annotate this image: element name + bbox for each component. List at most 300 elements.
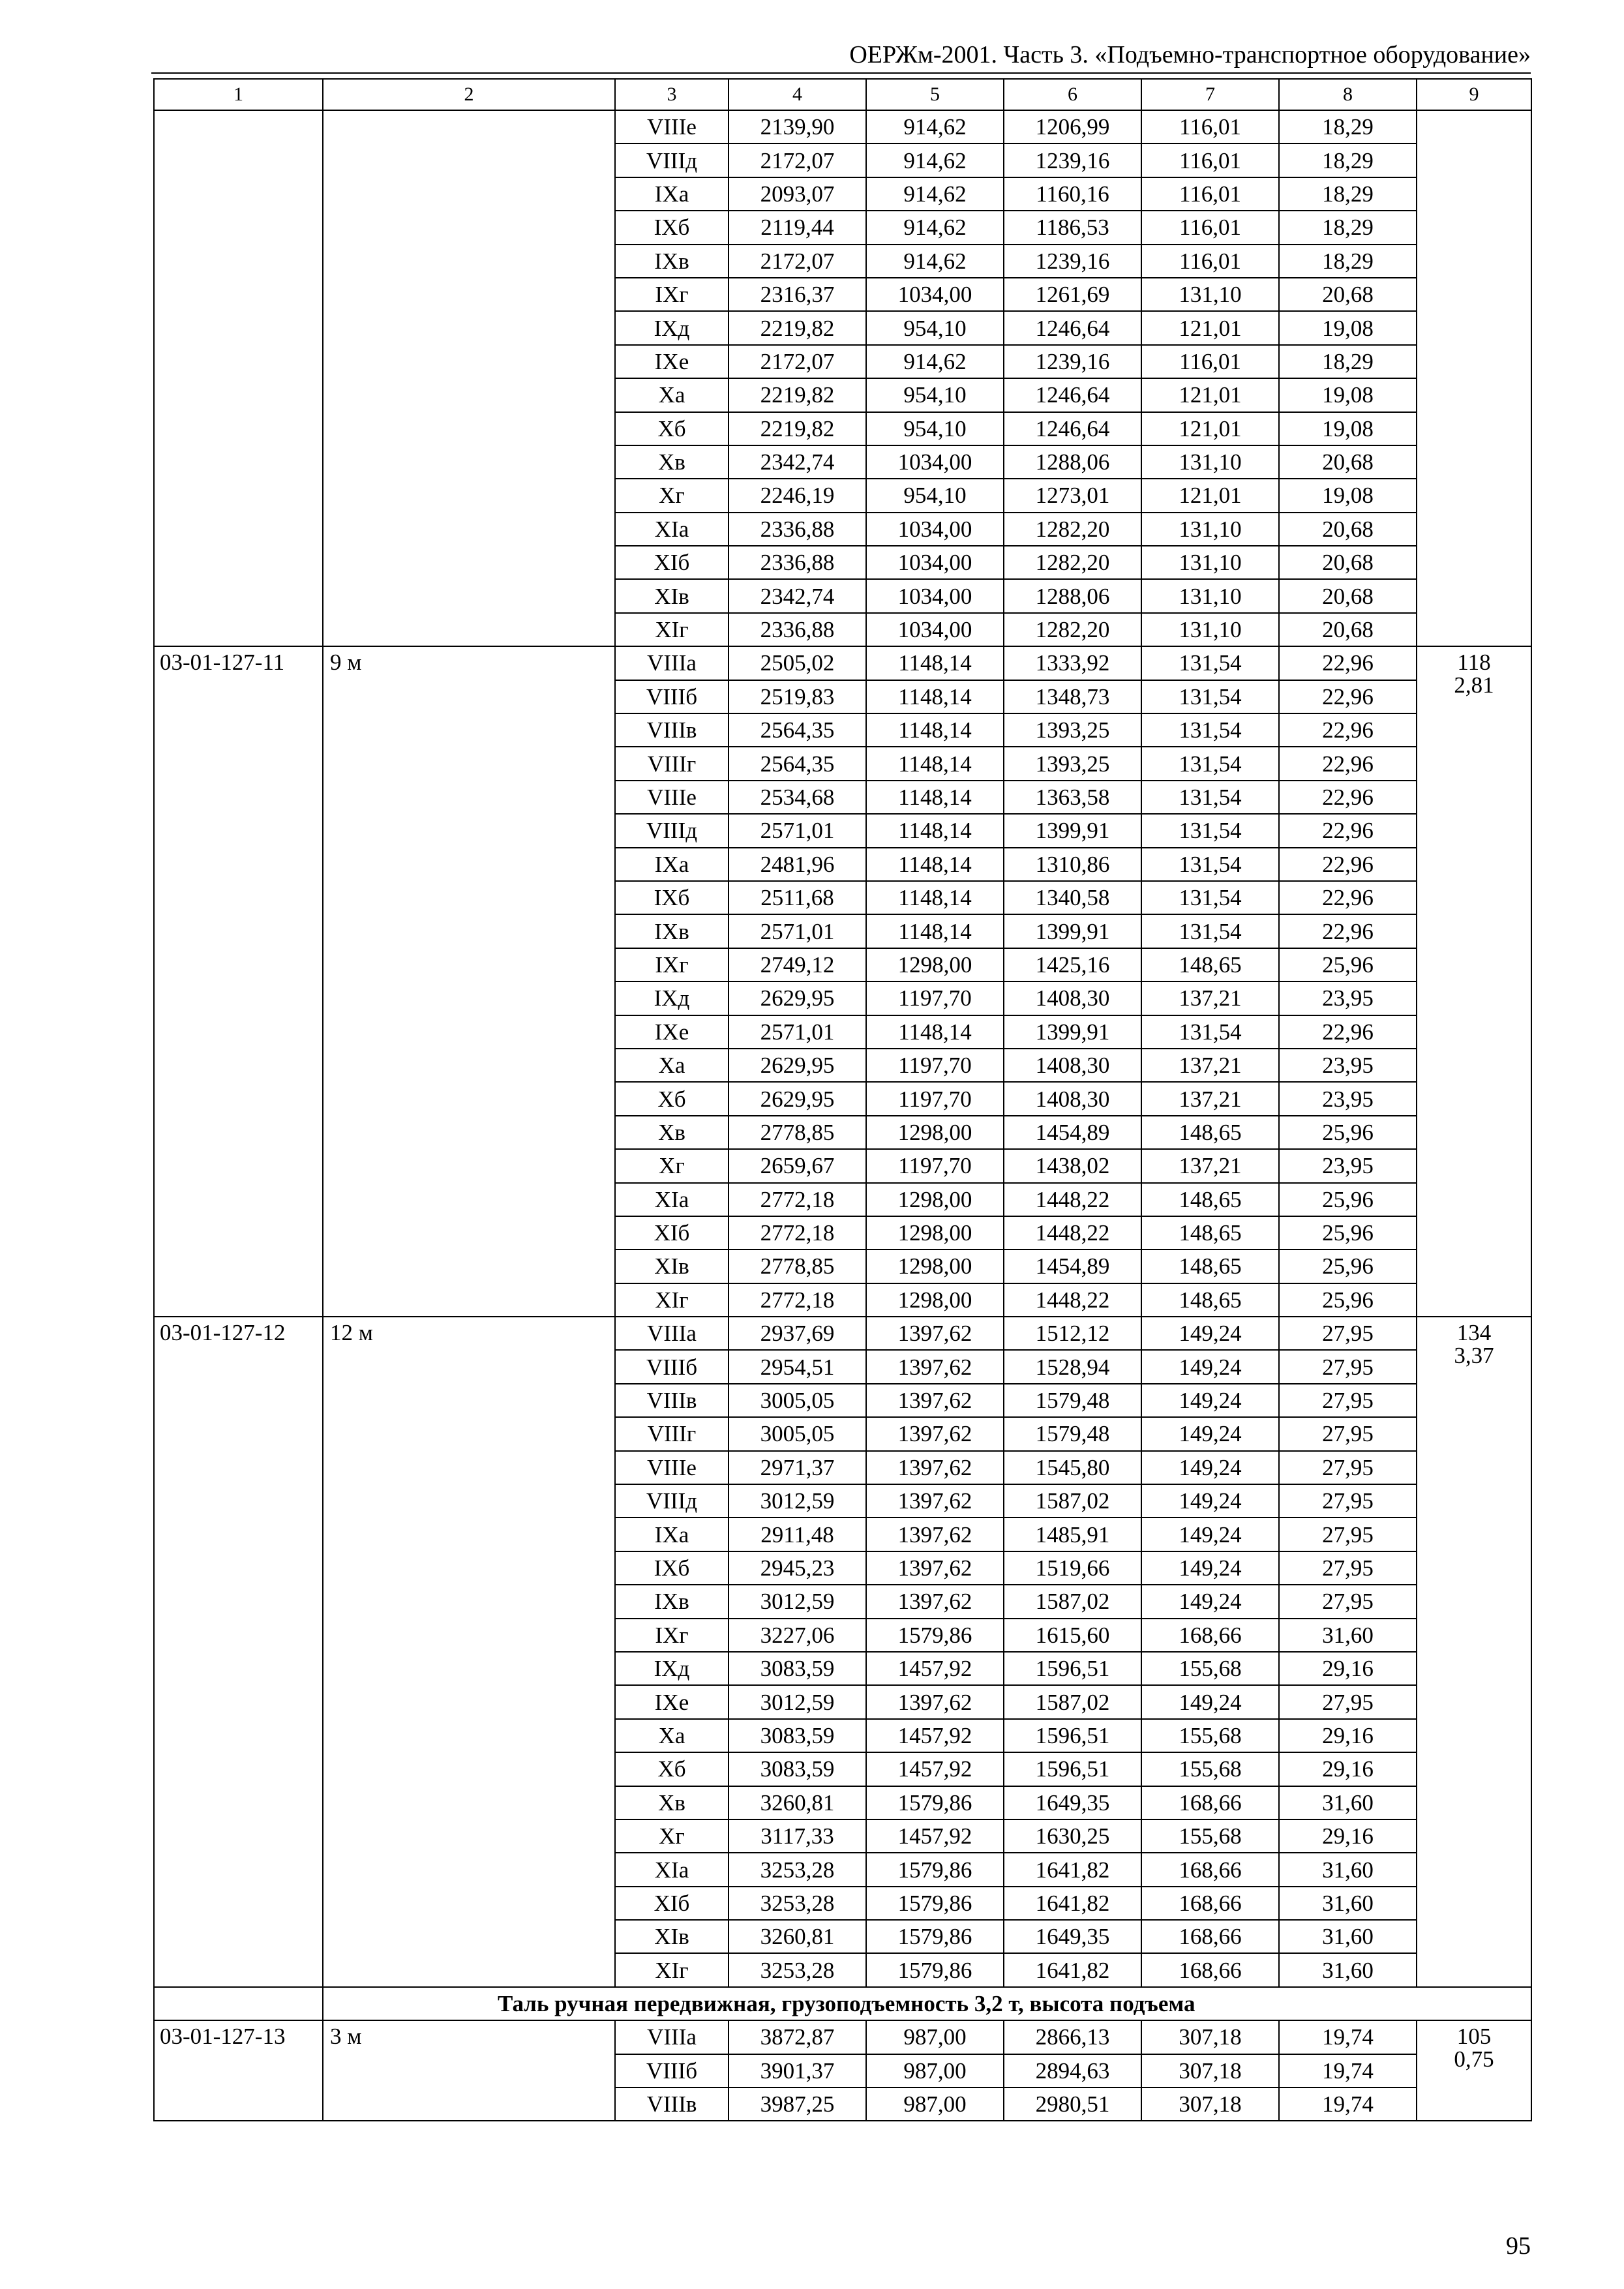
category-cell: IXг bbox=[615, 1619, 729, 1652]
value-cell: 1363,58 bbox=[1004, 781, 1141, 814]
value-cell: 3117,33 bbox=[729, 1819, 866, 1853]
value-cell: 2219,82 bbox=[729, 311, 866, 344]
value-cell: 25,96 bbox=[1279, 1183, 1417, 1216]
value-cell: 1197,70 bbox=[866, 1082, 1004, 1115]
value-cell: 3005,05 bbox=[729, 1384, 866, 1417]
category-cell: XIб bbox=[615, 1216, 729, 1249]
value-cell: 1485,91 bbox=[1004, 1518, 1141, 1551]
value-cell: 1579,86 bbox=[866, 1887, 1004, 1920]
value-cell: 20,68 bbox=[1279, 513, 1417, 546]
value-cell: 155,68 bbox=[1141, 1652, 1279, 1685]
value-cell: 27,95 bbox=[1279, 1451, 1417, 1484]
category-cell: VIIIе bbox=[615, 1451, 729, 1484]
value-cell: 27,95 bbox=[1279, 1350, 1417, 1383]
value-cell: 1246,64 bbox=[1004, 378, 1141, 411]
value-cell: 2336,88 bbox=[729, 546, 866, 579]
value-cell: 116,01 bbox=[1141, 245, 1279, 278]
category-cell: XIа bbox=[615, 1183, 729, 1216]
value-cell: 1340,58 bbox=[1004, 881, 1141, 914]
value-cell: 1261,69 bbox=[1004, 278, 1141, 311]
value-cell: 149,24 bbox=[1141, 1551, 1279, 1585]
value-cell: 2772,18 bbox=[729, 1183, 866, 1216]
value-cell: 148,65 bbox=[1141, 1183, 1279, 1216]
value-cell: 1282,20 bbox=[1004, 613, 1141, 646]
value-cell: 1579,48 bbox=[1004, 1417, 1141, 1450]
value-cell: 987,00 bbox=[866, 2087, 1004, 2121]
category-cell: XIв bbox=[615, 1249, 729, 1283]
value-cell: 23,95 bbox=[1279, 1082, 1417, 1115]
value-cell: 131,54 bbox=[1141, 646, 1279, 680]
value-cell: 18,29 bbox=[1279, 245, 1417, 278]
value-cell: 148,65 bbox=[1141, 1249, 1279, 1283]
value-cell: 3987,25 bbox=[729, 2087, 866, 2121]
value-cell: 1397,62 bbox=[866, 1585, 1004, 1618]
value-cell: 1034,00 bbox=[866, 579, 1004, 612]
value-cell: 3012,59 bbox=[729, 1484, 866, 1518]
category-cell: XIб bbox=[615, 1887, 729, 1920]
value-cell: 1397,62 bbox=[866, 1451, 1004, 1484]
value-cell: 19,74 bbox=[1279, 2054, 1417, 2087]
value-cell: 3901,37 bbox=[729, 2054, 866, 2087]
value-cell: 307,18 bbox=[1141, 2054, 1279, 2087]
value-cell: 19,74 bbox=[1279, 2020, 1417, 2054]
value-cell: 2564,35 bbox=[729, 713, 866, 747]
value-cell: 3083,59 bbox=[729, 1752, 866, 1786]
value-cell: 27,95 bbox=[1279, 1384, 1417, 1417]
value-cell: 25,96 bbox=[1279, 1116, 1417, 1149]
value-cell: 116,01 bbox=[1141, 143, 1279, 177]
value-cell: 131,54 bbox=[1141, 914, 1279, 948]
value-cell: 168,66 bbox=[1141, 1887, 1279, 1920]
value-cell: 18,29 bbox=[1279, 143, 1417, 177]
value-cell: 22,96 bbox=[1279, 881, 1417, 914]
value-cell: 1148,14 bbox=[866, 680, 1004, 713]
value-cell: 1239,16 bbox=[1004, 143, 1141, 177]
extra-value: 134 bbox=[1456, 1320, 1492, 1346]
extra-cell bbox=[1417, 1317, 1531, 1987]
value-cell: 1148,14 bbox=[866, 848, 1004, 881]
value-cell: 18,29 bbox=[1279, 345, 1417, 378]
value-cell: 3253,28 bbox=[729, 1953, 866, 1986]
value-cell: 31,60 bbox=[1279, 1853, 1417, 1886]
category-cell: Xг bbox=[615, 1819, 729, 1853]
value-cell: 149,24 bbox=[1141, 1685, 1279, 1718]
category-cell: Xб bbox=[615, 1752, 729, 1786]
value-cell: 914,62 bbox=[866, 211, 1004, 244]
value-cell: 1186,53 bbox=[1004, 211, 1141, 244]
value-cell: 1246,64 bbox=[1004, 412, 1141, 445]
value-cell: 131,10 bbox=[1141, 546, 1279, 579]
category-cell: IXв bbox=[615, 245, 729, 278]
value-cell: 155,68 bbox=[1141, 1752, 1279, 1786]
table-row bbox=[154, 1317, 1531, 1350]
value-cell: 2629,95 bbox=[729, 981, 866, 1015]
category-cell: VIIIб bbox=[615, 1350, 729, 1383]
value-cell: 2219,82 bbox=[729, 412, 866, 445]
value-cell: 1457,92 bbox=[866, 1719, 1004, 1752]
value-cell: 25,96 bbox=[1279, 1283, 1417, 1317]
value-cell: 3012,59 bbox=[729, 1585, 866, 1618]
column-number: 1 bbox=[154, 79, 323, 110]
value-cell: 2219,82 bbox=[729, 378, 866, 411]
code-cell bbox=[154, 110, 323, 646]
category-cell: IXе bbox=[615, 1685, 729, 1718]
value-cell: 27,95 bbox=[1279, 1685, 1417, 1718]
value-cell: 3083,59 bbox=[729, 1652, 866, 1685]
value-cell: 1397,62 bbox=[866, 1484, 1004, 1518]
value-cell: 137,21 bbox=[1141, 1082, 1279, 1115]
value-cell: 1579,86 bbox=[866, 1619, 1004, 1652]
value-cell: 116,01 bbox=[1141, 177, 1279, 211]
value-cell: 1448,22 bbox=[1004, 1216, 1141, 1249]
table-row bbox=[154, 646, 1531, 680]
value-cell: 149,24 bbox=[1141, 1484, 1279, 1518]
section-title: Таль ручная передвижная, грузоподъемность 3,2 т, высота подъема bbox=[323, 1987, 1531, 2020]
category-cell: VIIIв bbox=[615, 1384, 729, 1417]
value-cell: 25,96 bbox=[1279, 1249, 1417, 1283]
section-code-cell bbox=[154, 1987, 323, 2020]
category-cell: IXе bbox=[615, 345, 729, 378]
value-cell: 27,95 bbox=[1279, 1585, 1417, 1618]
table-row bbox=[154, 110, 1531, 143]
value-cell: 1148,14 bbox=[866, 814, 1004, 847]
value-cell: 1397,62 bbox=[866, 1384, 1004, 1417]
category-cell: IXе bbox=[615, 1015, 729, 1049]
value-cell: 22,96 bbox=[1279, 680, 1417, 713]
value-cell: 1649,35 bbox=[1004, 1786, 1141, 1819]
value-cell: 1393,25 bbox=[1004, 713, 1141, 747]
value-cell: 987,00 bbox=[866, 2020, 1004, 2054]
value-cell: 2772,18 bbox=[729, 1283, 866, 1317]
value-cell: 1630,25 bbox=[1004, 1819, 1141, 1853]
value-cell: 19,08 bbox=[1279, 412, 1417, 445]
value-cell: 121,01 bbox=[1141, 311, 1279, 344]
value-cell: 1239,16 bbox=[1004, 245, 1141, 278]
value-cell: 2336,88 bbox=[729, 613, 866, 646]
value-cell: 20,68 bbox=[1279, 613, 1417, 646]
value-cell: 1457,92 bbox=[866, 1819, 1004, 1853]
value-cell: 131,10 bbox=[1141, 513, 1279, 546]
value-cell: 19,08 bbox=[1279, 479, 1417, 512]
value-cell: 2564,35 bbox=[729, 747, 866, 780]
value-cell: 20,68 bbox=[1279, 278, 1417, 311]
value-cell: 1148,14 bbox=[866, 646, 1004, 680]
category-cell: Xг bbox=[615, 1149, 729, 1182]
value-cell: 116,01 bbox=[1141, 345, 1279, 378]
value-cell: 1519,66 bbox=[1004, 1551, 1141, 1585]
value-cell: 149,24 bbox=[1141, 1451, 1279, 1484]
value-cell: 20,68 bbox=[1279, 579, 1417, 612]
value-cell: 1273,01 bbox=[1004, 479, 1141, 512]
column-number: 4 bbox=[729, 79, 866, 110]
value-cell: 2866,13 bbox=[1004, 2020, 1141, 2054]
value-cell: 1298,00 bbox=[866, 1183, 1004, 1216]
extra-value: 118 bbox=[1457, 650, 1491, 676]
value-cell: 1148,14 bbox=[866, 914, 1004, 948]
value-cell: 2342,74 bbox=[729, 445, 866, 479]
value-cell: 168,66 bbox=[1141, 1786, 1279, 1819]
value-cell: 131,54 bbox=[1141, 848, 1279, 881]
value-cell: 27,95 bbox=[1279, 1417, 1417, 1450]
column-number: 9 bbox=[1417, 79, 1531, 110]
value-cell: 914,62 bbox=[866, 245, 1004, 278]
value-cell: 1457,92 bbox=[866, 1752, 1004, 1786]
value-cell: 1310,86 bbox=[1004, 848, 1141, 881]
value-cell: 3253,28 bbox=[729, 1853, 866, 1886]
value-cell: 3083,59 bbox=[729, 1719, 866, 1752]
category-cell: XIг bbox=[615, 1283, 729, 1317]
value-cell: 1587,02 bbox=[1004, 1685, 1141, 1718]
value-cell: 2937,69 bbox=[729, 1317, 866, 1350]
category-cell: IXа bbox=[615, 177, 729, 211]
value-cell: 131,54 bbox=[1141, 781, 1279, 814]
value-cell: 19,08 bbox=[1279, 378, 1417, 411]
value-cell: 168,66 bbox=[1141, 1619, 1279, 1652]
value-cell: 987,00 bbox=[866, 2054, 1004, 2087]
value-cell: 1288,06 bbox=[1004, 579, 1141, 612]
value-cell: 2481,96 bbox=[729, 848, 866, 881]
value-cell: 1399,91 bbox=[1004, 914, 1141, 948]
value-cell: 2519,83 bbox=[729, 680, 866, 713]
value-cell: 1641,82 bbox=[1004, 1887, 1141, 1920]
column-number: 5 bbox=[866, 79, 1004, 110]
value-cell: 1408,30 bbox=[1004, 1049, 1141, 1082]
value-cell: 31,60 bbox=[1279, 1786, 1417, 1819]
value-cell: 22,96 bbox=[1279, 646, 1417, 680]
column-number: 6 bbox=[1004, 79, 1141, 110]
value-cell: 2571,01 bbox=[729, 1015, 866, 1049]
value-cell: 131,10 bbox=[1141, 613, 1279, 646]
category-cell: XIа bbox=[615, 513, 729, 546]
value-cell: 2971,37 bbox=[729, 1451, 866, 1484]
value-cell: 131,10 bbox=[1141, 278, 1279, 311]
value-cell: 18,29 bbox=[1279, 211, 1417, 244]
value-cell: 22,96 bbox=[1279, 814, 1417, 847]
value-cell: 1454,89 bbox=[1004, 1249, 1141, 1283]
category-cell: VIIIд bbox=[615, 814, 729, 847]
category-cell: VIIIв bbox=[615, 2087, 729, 2121]
value-cell: 22,96 bbox=[1279, 747, 1417, 780]
value-cell: 1397,62 bbox=[866, 1685, 1004, 1718]
value-cell: 22,96 bbox=[1279, 848, 1417, 881]
category-cell: XIг bbox=[615, 1953, 729, 1986]
value-cell: 1641,82 bbox=[1004, 1953, 1141, 1986]
value-cell: 2093,07 bbox=[729, 177, 866, 211]
category-cell: XIб bbox=[615, 546, 729, 579]
value-cell: 2342,74 bbox=[729, 579, 866, 612]
value-cell: 31,60 bbox=[1279, 1920, 1417, 1953]
category-cell: IXв bbox=[615, 1585, 729, 1618]
value-cell: 914,62 bbox=[866, 143, 1004, 177]
value-cell: 22,96 bbox=[1279, 781, 1417, 814]
category-cell: Xб bbox=[615, 412, 729, 445]
value-cell: 914,62 bbox=[866, 177, 1004, 211]
value-cell: 116,01 bbox=[1141, 110, 1279, 143]
value-cell: 131,54 bbox=[1141, 1015, 1279, 1049]
category-cell: Xв bbox=[615, 445, 729, 479]
value-cell: 2511,68 bbox=[729, 881, 866, 914]
value-cell: 2980,51 bbox=[1004, 2087, 1141, 2121]
value-cell: 1579,86 bbox=[866, 1953, 1004, 1986]
value-cell: 155,68 bbox=[1141, 1719, 1279, 1752]
value-cell: 2629,95 bbox=[729, 1049, 866, 1082]
value-cell: 1397,62 bbox=[866, 1518, 1004, 1551]
value-cell: 27,95 bbox=[1279, 1484, 1417, 1518]
value-cell: 27,95 bbox=[1279, 1518, 1417, 1551]
value-cell: 1408,30 bbox=[1004, 1082, 1141, 1115]
value-cell: 19,74 bbox=[1279, 2087, 1417, 2121]
value-cell: 31,60 bbox=[1279, 1619, 1417, 1652]
value-cell: 29,16 bbox=[1279, 1719, 1417, 1752]
value-cell: 1197,70 bbox=[866, 981, 1004, 1015]
value-cell: 2336,88 bbox=[729, 513, 866, 546]
value-cell: 3253,28 bbox=[729, 1887, 866, 1920]
table-row bbox=[154, 2020, 1531, 2054]
category-cell: IXд bbox=[615, 311, 729, 344]
category-cell: IXб bbox=[615, 881, 729, 914]
value-cell: 1579,86 bbox=[866, 1786, 1004, 1819]
value-cell: 1148,14 bbox=[866, 747, 1004, 780]
category-cell: VIIIд bbox=[615, 143, 729, 177]
value-cell: 2778,85 bbox=[729, 1249, 866, 1283]
parameter-cell: 12 м bbox=[323, 1317, 615, 1987]
value-cell: 1282,20 bbox=[1004, 513, 1141, 546]
value-cell: 1399,91 bbox=[1004, 814, 1141, 847]
value-cell: 131,54 bbox=[1141, 747, 1279, 780]
value-cell: 3005,05 bbox=[729, 1417, 866, 1450]
value-cell: 29,16 bbox=[1279, 1819, 1417, 1853]
category-cell: XIг bbox=[615, 613, 729, 646]
value-cell: 3260,81 bbox=[729, 1786, 866, 1819]
value-cell: 2246,19 bbox=[729, 479, 866, 512]
category-cell: VIIIг bbox=[615, 747, 729, 780]
column-number: 3 bbox=[615, 79, 729, 110]
extra-cell bbox=[1417, 110, 1531, 646]
value-cell: 1148,14 bbox=[866, 1015, 1004, 1049]
value-cell: 1333,92 bbox=[1004, 646, 1141, 680]
value-cell: 1545,80 bbox=[1004, 1451, 1141, 1484]
value-cell: 1298,00 bbox=[866, 1283, 1004, 1317]
value-cell: 18,29 bbox=[1279, 177, 1417, 211]
category-cell: Xа bbox=[615, 378, 729, 411]
extra-value: 2,81 bbox=[1454, 672, 1494, 698]
value-cell: 23,95 bbox=[1279, 1149, 1417, 1182]
value-cell: 3872,87 bbox=[729, 2020, 866, 2054]
value-cell: 148,65 bbox=[1141, 1283, 1279, 1317]
category-cell: IXа bbox=[615, 1518, 729, 1551]
category-cell: XIа bbox=[615, 1853, 729, 1886]
value-cell: 1596,51 bbox=[1004, 1719, 1141, 1752]
value-cell: 121,01 bbox=[1141, 479, 1279, 512]
value-cell: 1641,82 bbox=[1004, 1853, 1141, 1886]
value-cell: 149,24 bbox=[1141, 1417, 1279, 1450]
category-cell: Xв bbox=[615, 1786, 729, 1819]
value-cell: 27,95 bbox=[1279, 1551, 1417, 1585]
value-cell: 149,24 bbox=[1141, 1317, 1279, 1350]
value-cell: 116,01 bbox=[1141, 211, 1279, 244]
value-cell: 1298,00 bbox=[866, 1116, 1004, 1149]
category-cell: VIIIа bbox=[615, 2020, 729, 2054]
category-cell: VIIIб bbox=[615, 2054, 729, 2087]
value-cell: 1197,70 bbox=[866, 1149, 1004, 1182]
value-cell: 1615,60 bbox=[1004, 1619, 1141, 1652]
value-cell: 27,95 bbox=[1279, 1317, 1417, 1350]
category-cell: VIIIа bbox=[615, 646, 729, 680]
value-cell: 914,62 bbox=[866, 110, 1004, 143]
value-cell: 1397,62 bbox=[866, 1350, 1004, 1383]
value-cell: 1528,94 bbox=[1004, 1350, 1141, 1383]
value-cell: 1298,00 bbox=[866, 1216, 1004, 1249]
category-cell: XIв bbox=[615, 1920, 729, 1953]
value-cell: 168,66 bbox=[1141, 1953, 1279, 1986]
category-cell: IXг bbox=[615, 948, 729, 981]
value-cell: 131,54 bbox=[1141, 713, 1279, 747]
value-cell: 168,66 bbox=[1141, 1920, 1279, 1953]
value-cell: 954,10 bbox=[866, 311, 1004, 344]
extra-value: 0,75 bbox=[1454, 2046, 1494, 2072]
category-cell: IXд bbox=[615, 981, 729, 1015]
value-cell: 2894,63 bbox=[1004, 2054, 1141, 2087]
value-cell: 137,21 bbox=[1141, 1149, 1279, 1182]
value-cell: 1246,64 bbox=[1004, 311, 1141, 344]
category-cell: Xа bbox=[615, 1049, 729, 1082]
value-cell: 1298,00 bbox=[866, 1249, 1004, 1283]
value-cell: 1197,70 bbox=[866, 1049, 1004, 1082]
value-cell: 3260,81 bbox=[729, 1920, 866, 1953]
value-cell: 3227,06 bbox=[729, 1619, 866, 1652]
value-cell: 155,68 bbox=[1141, 1819, 1279, 1853]
value-cell: 954,10 bbox=[866, 412, 1004, 445]
column-number: 2 bbox=[323, 79, 615, 110]
category-cell: VIIIв bbox=[615, 713, 729, 747]
value-cell: 1596,51 bbox=[1004, 1652, 1141, 1685]
document-header: ОЕРЖм-2001. Часть 3. «Подъемно-транспортное оборудование» bbox=[849, 41, 1531, 68]
value-cell: 2749,12 bbox=[729, 948, 866, 981]
value-cell: 149,24 bbox=[1141, 1585, 1279, 1618]
value-cell: 2911,48 bbox=[729, 1518, 866, 1551]
value-cell: 148,65 bbox=[1141, 1216, 1279, 1249]
value-cell: 1298,00 bbox=[866, 948, 1004, 981]
value-cell: 1448,22 bbox=[1004, 1183, 1141, 1216]
value-cell: 1206,99 bbox=[1004, 110, 1141, 143]
extra-value: 3,37 bbox=[1454, 1343, 1494, 1369]
value-cell: 1512,12 bbox=[1004, 1317, 1141, 1350]
extra-cell bbox=[1417, 646, 1531, 1317]
price-table bbox=[153, 78, 1532, 2121]
section-row bbox=[154, 1987, 1531, 2020]
category-cell: IXд bbox=[615, 1652, 729, 1685]
category-cell: VIIIд bbox=[615, 1484, 729, 1518]
value-cell: 1348,73 bbox=[1004, 680, 1141, 713]
page-number: 95 bbox=[1506, 2232, 1531, 2260]
value-cell: 19,08 bbox=[1279, 311, 1417, 344]
value-cell: 121,01 bbox=[1141, 378, 1279, 411]
extra-value: 105 bbox=[1456, 2024, 1492, 2050]
value-cell: 148,65 bbox=[1141, 1116, 1279, 1149]
category-cell: IXб bbox=[615, 211, 729, 244]
value-cell: 1034,00 bbox=[866, 546, 1004, 579]
value-cell: 2119,44 bbox=[729, 211, 866, 244]
value-cell: 1148,14 bbox=[866, 781, 1004, 814]
value-cell: 1454,89 bbox=[1004, 1116, 1141, 1149]
value-cell: 2172,07 bbox=[729, 143, 866, 177]
value-cell: 121,01 bbox=[1141, 412, 1279, 445]
code-cell: 03-01-127-13 bbox=[154, 2020, 323, 2121]
value-cell: 22,96 bbox=[1279, 1015, 1417, 1049]
header-rule bbox=[151, 72, 1531, 74]
value-cell: 2629,95 bbox=[729, 1082, 866, 1115]
value-cell: 1034,00 bbox=[866, 513, 1004, 546]
